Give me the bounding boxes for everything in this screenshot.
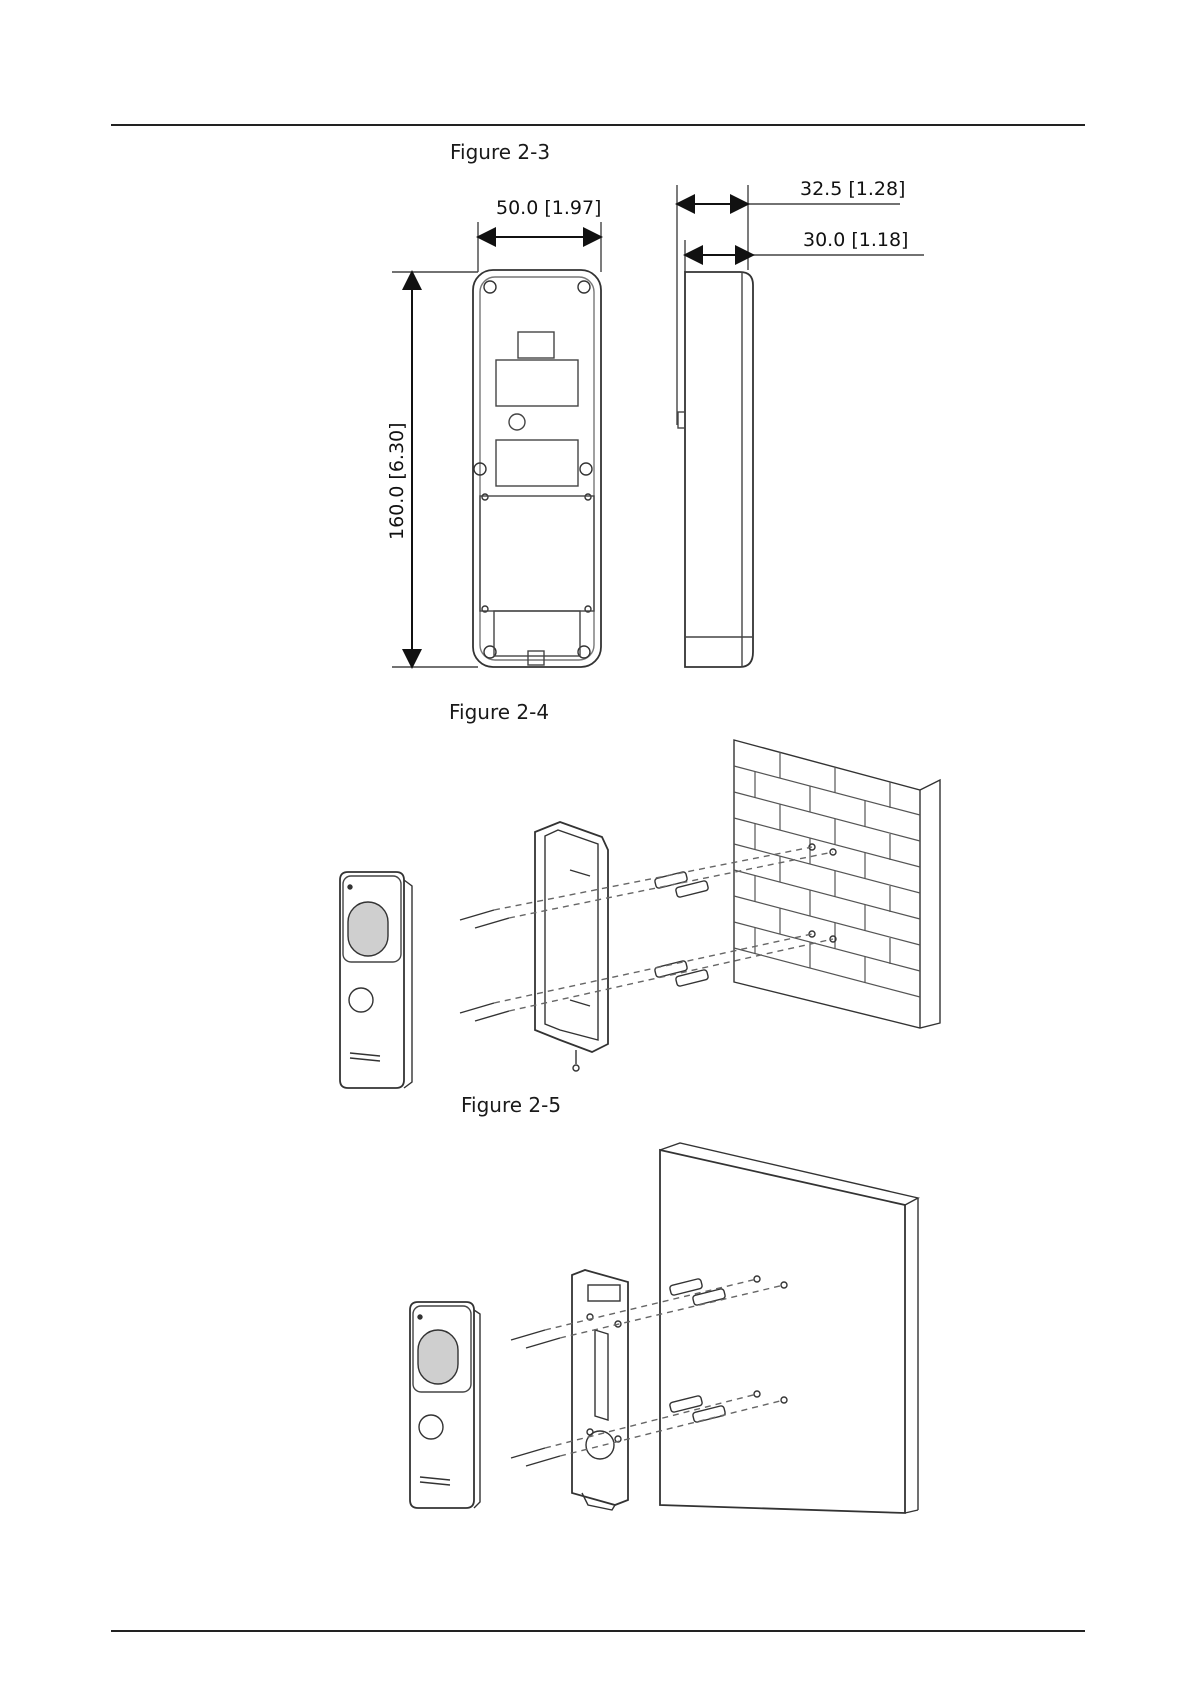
device-side-outline [685,272,753,667]
screws-and-anchors [460,871,709,1021]
figure-2-3-drawing [392,185,924,667]
depth-inner-label: 30.0 [1.18] [803,229,909,251]
figure-2-4-caption: Figure 2-4 [449,700,550,724]
mounting-housing [535,822,608,1071]
figure-2-4-drawing [340,740,940,1088]
doorbell-front [340,872,412,1088]
width-dimension-label: 50.0 [1.97] [496,197,602,219]
device-back-outline [473,270,601,667]
mounting-bracket [572,1270,628,1510]
figure-2-3-caption: Figure 2-3 [450,140,551,164]
figure-2-5-caption: Figure 2-5 [461,1093,562,1117]
doorbell-front-2 [410,1302,480,1508]
figure-2-5-drawing [410,1143,918,1513]
brick-wall [734,740,940,1028]
flat-wall [660,1143,918,1513]
height-dimension-label: 160.0 [6.30] [386,422,408,540]
depth-outer-label: 32.5 [1.28] [800,178,906,200]
